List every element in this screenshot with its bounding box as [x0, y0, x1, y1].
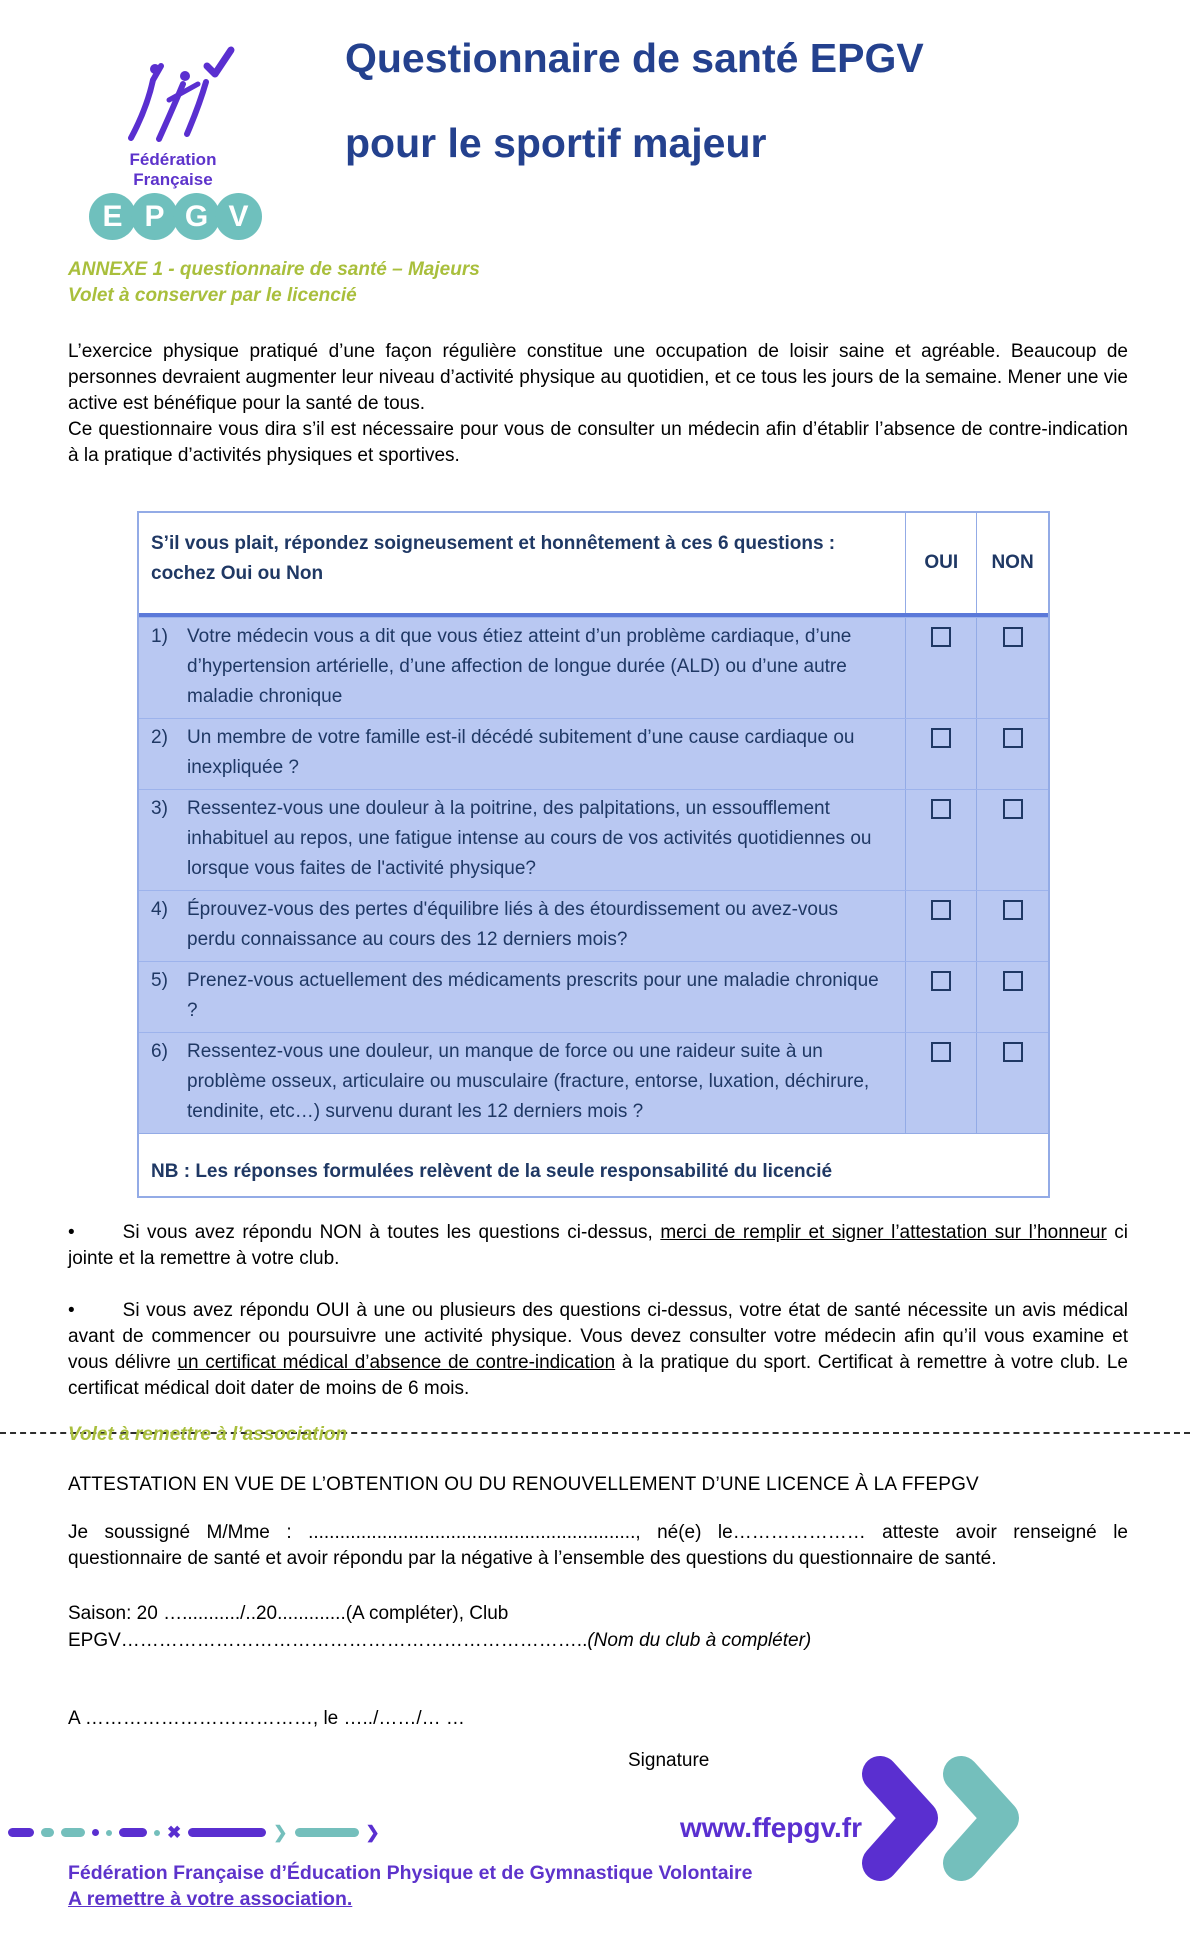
table-header-line1: S’il vous plait, répondez soigneusement et honnêtement à ces 6 questions :: [151, 533, 836, 554]
question-text: Prenez-vous actuellement des médicaments prescrits pour une maladie chronique ?: [187, 970, 879, 1021]
season-line: Saison: 20 ….........../..20.............(A compléter), Club: [68, 1603, 509, 1624]
table-row: [139, 890, 1048, 961]
nb-note: NB : Les réponses formulées relèvent de la seule responsabilité du licencié: [139, 1133, 1048, 1196]
page-title: [345, 0, 1128, 164]
association-section-heading: Volet à remettre à l’association: [68, 1424, 348, 1445]
q4-oui-checkbox[interactable]: [931, 900, 951, 920]
intro-paragraphs: [68, 339, 1128, 469]
table-row: [139, 789, 1048, 890]
club-blank-field: EPGV………………………………………………………………..: [68, 1630, 588, 1651]
attestation-title: ATTESTATION EN VUE DE L’OBTENTION OU DU RENOUVELLEMENT D’UNE LICENCE À LA FFEPGV: [68, 1474, 979, 1495]
table-row: [139, 961, 1048, 1032]
annexe-heading-line1: ANNEXE 1 - questionnaire de santé – Majeurs: [68, 259, 480, 280]
q3-non-checkbox[interactable]: [1003, 799, 1023, 819]
annexe-heading-line2: Volet à conserver par le licencié: [68, 285, 357, 306]
q5-oui-checkbox[interactable]: [931, 971, 951, 991]
x-mark-icon: ✖: [167, 1823, 182, 1842]
bullet1-text: Si vous avez répondu NON à toutes les questions ci-dessus,: [122, 1222, 661, 1243]
q6-oui-checkbox[interactable]: [931, 1042, 951, 1062]
q5-non-checkbox[interactable]: [1003, 971, 1023, 991]
bullet-non-instruction: [68, 1220, 1128, 1272]
ffepgv-website-link[interactable]: www.ffepgv.fr: [680, 1812, 862, 1843]
column-header-non: NON: [991, 552, 1034, 573]
question-number: 1): [151, 626, 168, 647]
q1-oui-checkbox[interactable]: [931, 627, 951, 647]
q4-non-checkbox[interactable]: [1003, 900, 1023, 920]
bullet-icon: •: [68, 1300, 75, 1321]
bullet-icon: •: [68, 1222, 75, 1243]
q2-non-checkbox[interactable]: [1003, 728, 1023, 748]
decorative-dash-line: [8, 1823, 387, 1842]
question-number: 6): [151, 1041, 168, 1062]
question-text: Votre médecin vous a dit que vous étiez atteint d’un problème cardiaque, d’une d’hypertension artérielle, d’une affection de longue durée (ALD) ou d’une autre maladie chronique: [187, 626, 852, 707]
intro-paragraph-2: Ce questionnaire vous dira s’il est nécessaire pour vous de consulter un médecin afin d’établir l’absence de contre-indication à la pratique d’activités physiques et sportives.: [68, 419, 1128, 466]
club-line: [68, 1627, 1128, 1654]
question-text: Ressentez-vous une douleur, un manque de force ou une raideur suite à un problème osseux, articulaire ou musculaire (fracture, entorse, luxation, déchirure, tendinite, etc…) survenu durant les 12 derniers mois ?: [187, 1041, 870, 1122]
question-text: Éprouvez-vous des pertes d'équilibre liés à des étourdissement ou avez-vous perdu connaissance au cours des 12 derniers mois?: [187, 899, 839, 950]
bullet1-underlined-text: merci de remplir et signer l’attestation sur l’honneur: [660, 1222, 1107, 1243]
page-title-line1: Questionnaire de santé EPGV: [345, 35, 924, 81]
bullet-oui-instruction: [68, 1298, 1128, 1402]
document-footer: [0, 1776, 1190, 1951]
table-header-row: [139, 513, 1048, 617]
chevron-right-icon: ❯: [273, 1823, 288, 1842]
table-row: [139, 718, 1048, 789]
question-number: 2): [151, 727, 168, 748]
column-header-oui: OUI: [906, 513, 977, 613]
annexe-heading: [68, 257, 1128, 309]
attestation-declaration: Je soussigné M/Mme : .............................................................., né(e) le………………… atteste avoir renseigné le questionnaire de santé et avoir répondu par la négative à l’ensemble des questions du questionnaire de santé.: [68, 1522, 1128, 1569]
signature-label: Signature: [628, 1750, 710, 1771]
document-header: [68, 0, 1128, 245]
q6-non-checkbox[interactable]: [1003, 1042, 1023, 1062]
table-header-question: [139, 513, 906, 613]
bullet2-underlined-text: un certificat médical d’absence de contre-indication: [177, 1352, 616, 1373]
season-club-lines: [68, 1600, 1128, 1654]
logo-letter-v: V: [215, 193, 262, 240]
double-chevron-icon: [858, 1756, 1023, 1887]
table-row: [139, 1032, 1048, 1133]
table-row: [139, 617, 1048, 718]
q3-oui-checkbox[interactable]: [931, 799, 951, 819]
logo-letter-p: P: [131, 193, 178, 240]
health-questions-table: [137, 511, 1050, 1198]
epgv-figures-icon: [103, 42, 243, 142]
club-hint-italic: (Nom du club à compléter): [587, 1630, 812, 1651]
chevron-right-icon: ❯: [365, 1823, 380, 1842]
question-text: Un membre de votre famille est-il décédé subitement d’une cause cardiaque ou inexpliquée ?: [187, 727, 855, 778]
q1-non-checkbox[interactable]: [1003, 627, 1023, 647]
intro-paragraph-1: L’exercice physique pratiqué d’une façon régulière constitue une occupation de loisir saine et agréable. Beaucoup de personnes devraient augmenter leur niveau d’activité physique au quotidien, et ce tous les jours de la semaine. Mener une vie active est bénéfique pour la santé de tous.: [68, 341, 1128, 414]
logo-letter-g: G: [173, 193, 220, 240]
table-header-line2: cochez Oui ou Non: [151, 563, 324, 584]
footer-remit-note: A remettre à votre association.: [68, 1888, 353, 1910]
bullet1-text-end: ci jointe et la remettre à votre club.: [68, 1222, 1129, 1269]
q2-oui-checkbox[interactable]: [931, 728, 951, 748]
logo-letter-e: E: [89, 193, 136, 240]
bullet2-text-end: à la pratique du sport. Certificat à remettre à votre club. Le certificat médical doit dater de moins de 6 mois.: [68, 1352, 1128, 1399]
question-text: Ressentez-vous une douleur à la poitrine, des palpitations, un essoufflement inhabituel au repos, une fatigue intense au cours de vos activités quotidiennes ou lorsque vous faites de l'activité physique?: [187, 798, 872, 879]
bullet2-text: Si vous avez répondu OUI à une ou plusieurs des questions ci-dessus, votre état de santé nécessite un avis médical avant de commencer ou poursuivre une activité physique. Vous devez consulter votre médecin afin qu’il vous examine et vous délivre: [68, 1300, 1128, 1373]
question-number: 3): [151, 798, 168, 819]
place-date-line: A ………………………………, le …../……/… …: [68, 1708, 465, 1729]
footer-federation-name: Fédération Française d’Éducation Physique et de Gymnastique Volontaire: [68, 1862, 753, 1884]
page-title-line2: pour le sportif majeur: [345, 120, 767, 166]
logo-epgv-letters: [88, 193, 258, 240]
question-number: 5): [151, 970, 168, 991]
ffepgv-logo: [88, 42, 258, 240]
question-number: 4): [151, 899, 168, 920]
logo-org-name: Fédération Française: [129, 150, 217, 189]
